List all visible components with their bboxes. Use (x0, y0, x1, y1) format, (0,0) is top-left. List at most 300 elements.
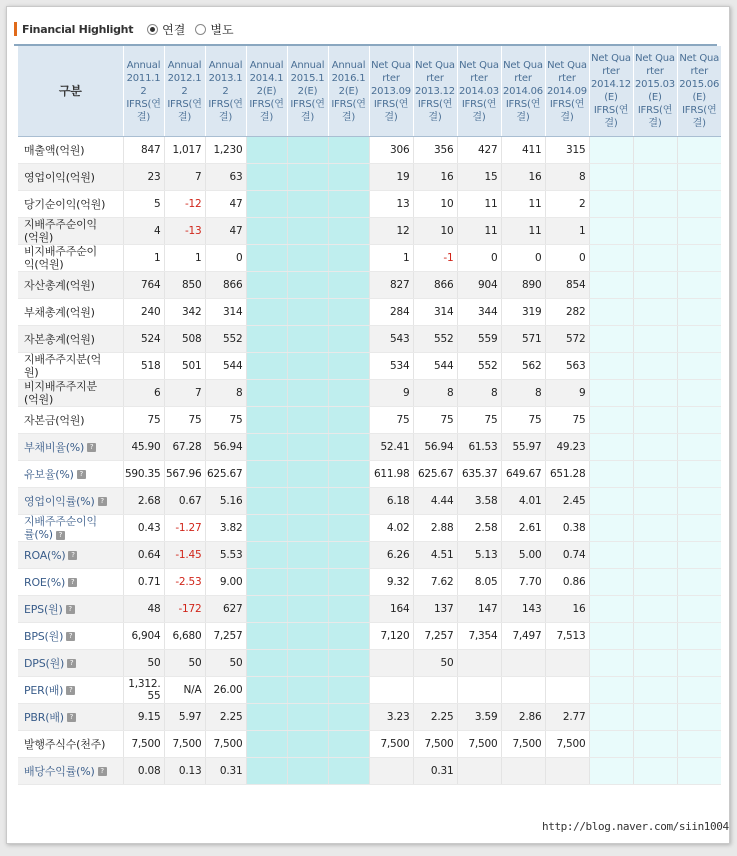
table-cell (246, 164, 287, 191)
table-cell: 9 (545, 380, 589, 407)
table-cell: 10 (413, 218, 457, 245)
help-icon[interactable]: ? (68, 578, 77, 587)
table-cell: 411 (501, 137, 545, 164)
table-cell (633, 353, 677, 380)
help-icon[interactable]: ? (77, 470, 86, 479)
table-cell (369, 650, 413, 677)
table-cell: 47 (205, 191, 246, 218)
table-cell: 75 (501, 407, 545, 434)
row-label-text: 자본총계(억원) (24, 332, 95, 346)
table-row (18, 434, 721, 461)
table-row (18, 299, 721, 326)
table-cell: 904 (457, 272, 501, 299)
table-row (18, 677, 721, 704)
table-cell (246, 542, 287, 569)
table-cell: 508 (164, 326, 205, 353)
radio-selected-icon[interactable] (147, 24, 158, 35)
table-cell (677, 245, 721, 272)
table-cell (633, 623, 677, 650)
table-cell: 543 (369, 326, 413, 353)
table-cell (677, 569, 721, 596)
table-cell (246, 758, 287, 785)
column-header: Annual 2013.1 2 IFRS(연 결) (205, 46, 246, 137)
row-label-text: DPS(원) (24, 656, 65, 670)
table-cell (328, 650, 369, 677)
help-icon[interactable]: ? (98, 767, 107, 776)
table-cell (677, 299, 721, 326)
table-cell: 8 (205, 380, 246, 407)
row-label-text: PER(배) (24, 683, 64, 697)
table-cell (246, 191, 287, 218)
table-row (18, 191, 721, 218)
table-cell: 3.23 (369, 704, 413, 731)
table-cell (589, 704, 633, 731)
column-header: Net Qua rter 2015.03 (E) IFRS(연 결) (633, 46, 677, 137)
table-cell: 240 (123, 299, 164, 326)
table-cell: 356 (413, 137, 457, 164)
table-row (18, 218, 721, 245)
table-cell (677, 596, 721, 623)
table-cell (457, 758, 501, 785)
table-cell (633, 407, 677, 434)
help-icon[interactable]: ? (66, 632, 75, 641)
help-icon[interactable]: ? (67, 713, 76, 722)
table-cell: 9.15 (123, 704, 164, 731)
table-cell (287, 272, 328, 299)
table-cell: 15 (457, 164, 501, 191)
table-cell (246, 596, 287, 623)
radio-unselected-icon[interactable] (195, 24, 206, 35)
table-cell (633, 596, 677, 623)
row-label (18, 218, 123, 245)
table-cell: 56.94 (205, 434, 246, 461)
table-cell: 75 (164, 407, 205, 434)
table-cell: 7,257 (205, 623, 246, 650)
table-cell (413, 677, 457, 704)
row-label (18, 650, 123, 677)
table-cell: 571 (501, 326, 545, 353)
table-cell: 143 (501, 596, 545, 623)
table-cell: -1.45 (164, 542, 205, 569)
table-cell: 3.59 (457, 704, 501, 731)
table-cell (287, 461, 328, 488)
table-cell: 0 (501, 245, 545, 272)
table-cell (589, 515, 633, 542)
table-cell: 67.28 (164, 434, 205, 461)
table-cell: 0 (457, 245, 501, 272)
table-cell (633, 758, 677, 785)
table-cell (328, 191, 369, 218)
table-header-row (18, 46, 721, 137)
row-label (18, 434, 123, 461)
table-cell: 63 (205, 164, 246, 191)
table-cell: 9.00 (205, 569, 246, 596)
table-cell (246, 488, 287, 515)
table-cell (246, 677, 287, 704)
column-header: Net Qua rter 2014.06 IFRS(연 결) (501, 46, 545, 137)
table-cell (457, 650, 501, 677)
table-cell (677, 164, 721, 191)
table-cell: -1.27 (164, 515, 205, 542)
table-cell: 75 (369, 407, 413, 434)
table-cell (633, 650, 677, 677)
help-icon[interactable]: ? (67, 659, 76, 668)
row-label-text: 자본금(억원) (24, 413, 85, 427)
table-cell (589, 353, 633, 380)
table-cell (677, 515, 721, 542)
row-label-text: 비지배주주지분 (억원) (24, 380, 97, 406)
table-row (18, 326, 721, 353)
table-cell (589, 245, 633, 272)
table-cell (589, 137, 633, 164)
table-cell: 315 (545, 137, 589, 164)
table-cell: 2.68 (123, 488, 164, 515)
table-cell: 2.25 (413, 704, 457, 731)
table-cell: 6.26 (369, 542, 413, 569)
table-cell (328, 542, 369, 569)
table-cell: 10 (413, 191, 457, 218)
table-cell (633, 569, 677, 596)
table-cell: 16 (413, 164, 457, 191)
table-cell (633, 164, 677, 191)
radio-separate[interactable] (195, 21, 233, 38)
table-cell: 0.43 (123, 515, 164, 542)
table-cell: 9 (369, 380, 413, 407)
label-column-header: 구분 (18, 46, 123, 137)
table-cell: -172 (164, 596, 205, 623)
table-cell: 559 (457, 326, 501, 353)
table-cell: 0.38 (545, 515, 589, 542)
table-row (18, 623, 721, 650)
table-cell: 590.35 (123, 461, 164, 488)
table-cell: 4.51 (413, 542, 457, 569)
row-label-text: 부채총계(억원) (24, 305, 95, 319)
table-cell: 147 (457, 596, 501, 623)
table-cell: 5 (123, 191, 164, 218)
row-label-text: 지배주주순이익 (억원) (24, 218, 97, 244)
table-cell (287, 515, 328, 542)
column-header: Annual 2012.1 2 IFRS(연 결) (164, 46, 205, 137)
table-cell: 1 (369, 245, 413, 272)
row-label-text: 영업이익률(%) (24, 494, 95, 508)
table-cell (589, 380, 633, 407)
row-label (18, 245, 123, 272)
table-cell (589, 272, 633, 299)
table-cell: 7 (164, 164, 205, 191)
table-cell (287, 623, 328, 650)
table-cell (287, 434, 328, 461)
table-cell: 847 (123, 137, 164, 164)
table-cell (677, 353, 721, 380)
row-label (18, 623, 123, 650)
row-label (18, 596, 123, 623)
table-cell (287, 488, 328, 515)
column-header: Annual 2014.1 2(E) IFRS(연 결) (246, 46, 287, 137)
table-cell (287, 596, 328, 623)
table-row (18, 569, 721, 596)
table-cell (633, 272, 677, 299)
table-cell: 7,497 (501, 623, 545, 650)
table-cell: 0 (545, 245, 589, 272)
table-cell (246, 650, 287, 677)
row-label (18, 380, 123, 407)
table-cell: 47 (205, 218, 246, 245)
table-cell: 544 (205, 353, 246, 380)
table-cell: 7,500 (457, 731, 501, 758)
table-cell: 7,500 (205, 731, 246, 758)
table-cell: 562 (501, 353, 545, 380)
table-cell: -13 (164, 218, 205, 245)
table-cell: 2.88 (413, 515, 457, 542)
table-cell (287, 677, 328, 704)
row-label-text: 부채비율(%) (24, 440, 85, 454)
row-label-text: 지배주주순이익 률(%) (24, 515, 97, 541)
table-cell: 342 (164, 299, 205, 326)
table-cell (287, 407, 328, 434)
table-cell: 2.25 (205, 704, 246, 731)
table-cell (633, 299, 677, 326)
table-cell: 0.08 (123, 758, 164, 785)
table-cell: 48 (123, 596, 164, 623)
table-cell (589, 650, 633, 677)
table-cell: 518 (123, 353, 164, 380)
help-icon[interactable]: ? (87, 443, 96, 452)
table-cell: 0.74 (545, 542, 589, 569)
table-cell (589, 191, 633, 218)
table-cell (677, 650, 721, 677)
table-cell (328, 515, 369, 542)
table-cell: 11 (501, 191, 545, 218)
section-title: Financial Highlight (22, 22, 134, 36)
table-row (18, 758, 721, 785)
table-cell: 5.00 (501, 542, 545, 569)
table-row (18, 488, 721, 515)
table-cell (633, 137, 677, 164)
table-cell: 2.45 (545, 488, 589, 515)
table-cell: 7,513 (545, 623, 589, 650)
table-cell (633, 326, 677, 353)
table-cell: 8 (545, 164, 589, 191)
table-cell: 344 (457, 299, 501, 326)
table-cell (287, 353, 328, 380)
table-cell (246, 299, 287, 326)
table-cell (589, 164, 633, 191)
table-cell (287, 218, 328, 245)
table-cell: 0.31 (205, 758, 246, 785)
table-cell (246, 326, 287, 353)
table-cell: 26.00 (205, 677, 246, 704)
table-row (18, 704, 721, 731)
table-cell: 11 (457, 218, 501, 245)
table-cell (328, 596, 369, 623)
table-cell: 75 (205, 407, 246, 434)
financial-highlight-header (14, 14, 714, 44)
table-body (18, 137, 721, 785)
blog-url-watermark: http://blog.naver.com/siin1004 (542, 820, 729, 833)
table-cell: 0.13 (164, 758, 205, 785)
table-cell (246, 515, 287, 542)
table-cell: 75 (545, 407, 589, 434)
table-cell: 552 (205, 326, 246, 353)
table-cell: 0.31 (413, 758, 457, 785)
table-cell (287, 191, 328, 218)
table-cell (328, 137, 369, 164)
row-label (18, 164, 123, 191)
table-cell (328, 488, 369, 515)
table-cell (589, 569, 633, 596)
table-cell (246, 245, 287, 272)
table-cell (677, 704, 721, 731)
table-cell (328, 299, 369, 326)
table-cell: 0.67 (164, 488, 205, 515)
table-cell: 572 (545, 326, 589, 353)
table-cell: 6,680 (164, 623, 205, 650)
row-label (18, 731, 123, 758)
table-cell: 1 (164, 245, 205, 272)
table-cell: 890 (501, 272, 545, 299)
table-cell (545, 677, 589, 704)
table-cell (677, 218, 721, 245)
table-cell (246, 623, 287, 650)
table-cell: 9.32 (369, 569, 413, 596)
table-cell (287, 542, 328, 569)
table-cell (633, 380, 677, 407)
table-cell: 7,120 (369, 623, 413, 650)
table-cell: 827 (369, 272, 413, 299)
table-row (18, 731, 721, 758)
help-icon[interactable]: ? (68, 551, 77, 560)
row-label-text: 자산총계(억원) (24, 278, 95, 292)
row-label (18, 542, 123, 569)
table-cell (246, 407, 287, 434)
table-row (18, 542, 721, 569)
table-cell (328, 407, 369, 434)
table-cell (328, 245, 369, 272)
table-cell: 6,904 (123, 623, 164, 650)
radio-consolidated[interactable] (147, 21, 185, 38)
column-header: Net Qua rter 2015.06 (E) IFRS(연 결) (677, 46, 721, 137)
row-label (18, 569, 123, 596)
table-cell (457, 677, 501, 704)
row-label-text: 지배주주지분(억 원) (24, 353, 102, 379)
table-cell: 2.86 (501, 704, 545, 731)
table-cell (677, 461, 721, 488)
table-cell (589, 218, 633, 245)
table-cell: 866 (205, 272, 246, 299)
table-cell: 7,500 (545, 731, 589, 758)
table-row (18, 272, 721, 299)
table-cell: 1 (545, 218, 589, 245)
table-cell (328, 272, 369, 299)
row-label-text: 발행주식수(천주) (24, 737, 106, 751)
table-cell: 611.98 (369, 461, 413, 488)
table-cell: 563 (545, 353, 589, 380)
row-label (18, 191, 123, 218)
table-cell: 649.67 (501, 461, 545, 488)
table-cell (287, 326, 328, 353)
table-cell (328, 434, 369, 461)
table-cell: 6.18 (369, 488, 413, 515)
row-label-text: 당기순이익(억원) (24, 197, 106, 211)
radio-separate-label: 별도 (210, 22, 234, 37)
table-cell: -1 (413, 245, 457, 272)
table-cell (589, 407, 633, 434)
table-cell (246, 272, 287, 299)
table-cell: 635.37 (457, 461, 501, 488)
table-cell (633, 191, 677, 218)
table-cell (287, 569, 328, 596)
table-cell: 306 (369, 137, 413, 164)
row-label-text: 비지배주주순이 익(억원) (24, 245, 97, 271)
table-cell (287, 164, 328, 191)
help-icon[interactable]: ? (56, 531, 65, 540)
table-cell (633, 731, 677, 758)
row-label-text: 매출액(억원) (24, 143, 85, 157)
table-cell (246, 569, 287, 596)
table-cell: 3.82 (205, 515, 246, 542)
table-cell: 5.97 (164, 704, 205, 731)
financial-table (18, 46, 721, 785)
help-icon[interactable]: ? (66, 605, 75, 614)
table-cell: 5.53 (205, 542, 246, 569)
table-cell (633, 434, 677, 461)
table-cell: 8 (413, 380, 457, 407)
help-icon[interactable]: ? (98, 497, 107, 506)
table-cell: 75 (413, 407, 457, 434)
table-cell: 16 (545, 596, 589, 623)
table-cell: -2.53 (164, 569, 205, 596)
table-cell (633, 218, 677, 245)
column-header: Annual 2011.1 2 IFRS(연 결) (123, 46, 164, 137)
table-cell (287, 758, 328, 785)
help-icon[interactable]: ? (66, 686, 75, 695)
table-cell: 7,354 (457, 623, 501, 650)
table-cell: 45.90 (123, 434, 164, 461)
table-cell: 49.23 (545, 434, 589, 461)
table-cell: 534 (369, 353, 413, 380)
table-cell: 4 (123, 218, 164, 245)
table-cell (501, 758, 545, 785)
table-cell (328, 380, 369, 407)
table-cell: 4.44 (413, 488, 457, 515)
table-cell: 50 (164, 650, 205, 677)
table-cell (677, 380, 721, 407)
table-cell: 282 (545, 299, 589, 326)
table-row (18, 137, 721, 164)
table-cell: 627 (205, 596, 246, 623)
table-cell: 0.71 (123, 569, 164, 596)
column-header: Net Qua rter 2014.12 (E) IFRS(연 결) (589, 46, 633, 137)
row-label (18, 677, 123, 704)
table-cell (633, 461, 677, 488)
table-cell: 50 (413, 650, 457, 677)
table-cell (328, 353, 369, 380)
table-row (18, 353, 721, 380)
table-cell (328, 758, 369, 785)
row-label (18, 704, 123, 731)
row-label-text: ROE(%) (24, 575, 66, 589)
row-label (18, 353, 123, 380)
column-header: Net Qua rter 2014.03 IFRS(연 결) (457, 46, 501, 137)
table-cell (589, 326, 633, 353)
table-cell (287, 299, 328, 326)
row-label (18, 488, 123, 515)
table-cell (589, 299, 633, 326)
table-cell (287, 731, 328, 758)
table-cell: 11 (457, 191, 501, 218)
table-cell: 5.13 (457, 542, 501, 569)
table-cell: 319 (501, 299, 545, 326)
